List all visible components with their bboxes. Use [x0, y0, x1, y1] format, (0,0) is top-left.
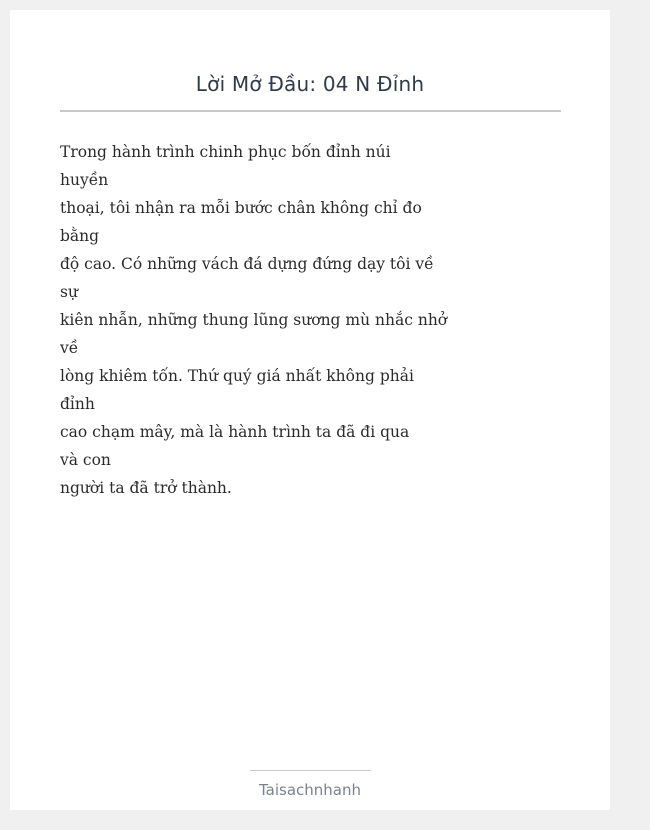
text-line: huyền: [60, 171, 109, 189]
text-line: sự: [60, 283, 78, 301]
text-line: kiên nhẫn, những thung lũng sương mù nhắc nhở: [60, 311, 448, 329]
text-line: lòng khiêm tốn. Thứ quý giá nhất không phải: [60, 367, 414, 385]
footer-source: Taisachnhanh: [258, 781, 362, 799]
footer-divider: [250, 770, 371, 771]
text-line: đỉnh: [60, 395, 95, 413]
text-line: người ta đã trở thành.: [60, 479, 232, 497]
text-line: Trong hành trình chinh phục bốn đỉnh núi: [60, 143, 391, 161]
text-line: cao chạm mây, mà là hành trình ta đã đi qua: [60, 423, 410, 441]
title-divider: [60, 110, 561, 112]
page-title: Lời Mở Đầu: 04 N Đỉnh: [195, 72, 425, 96]
document-page: [10, 10, 610, 810]
text-line: và con: [60, 451, 111, 469]
text-line: thoại, tôi nhận ra mỗi bước chân không chỉ đo: [60, 199, 422, 217]
text-line: bằng: [60, 227, 100, 245]
text-line: về: [60, 339, 79, 357]
text-line: độ cao. Có những vách đá dựng đứng dạy tôi về: [60, 255, 434, 273]
body-text: [60, 138, 448, 502]
